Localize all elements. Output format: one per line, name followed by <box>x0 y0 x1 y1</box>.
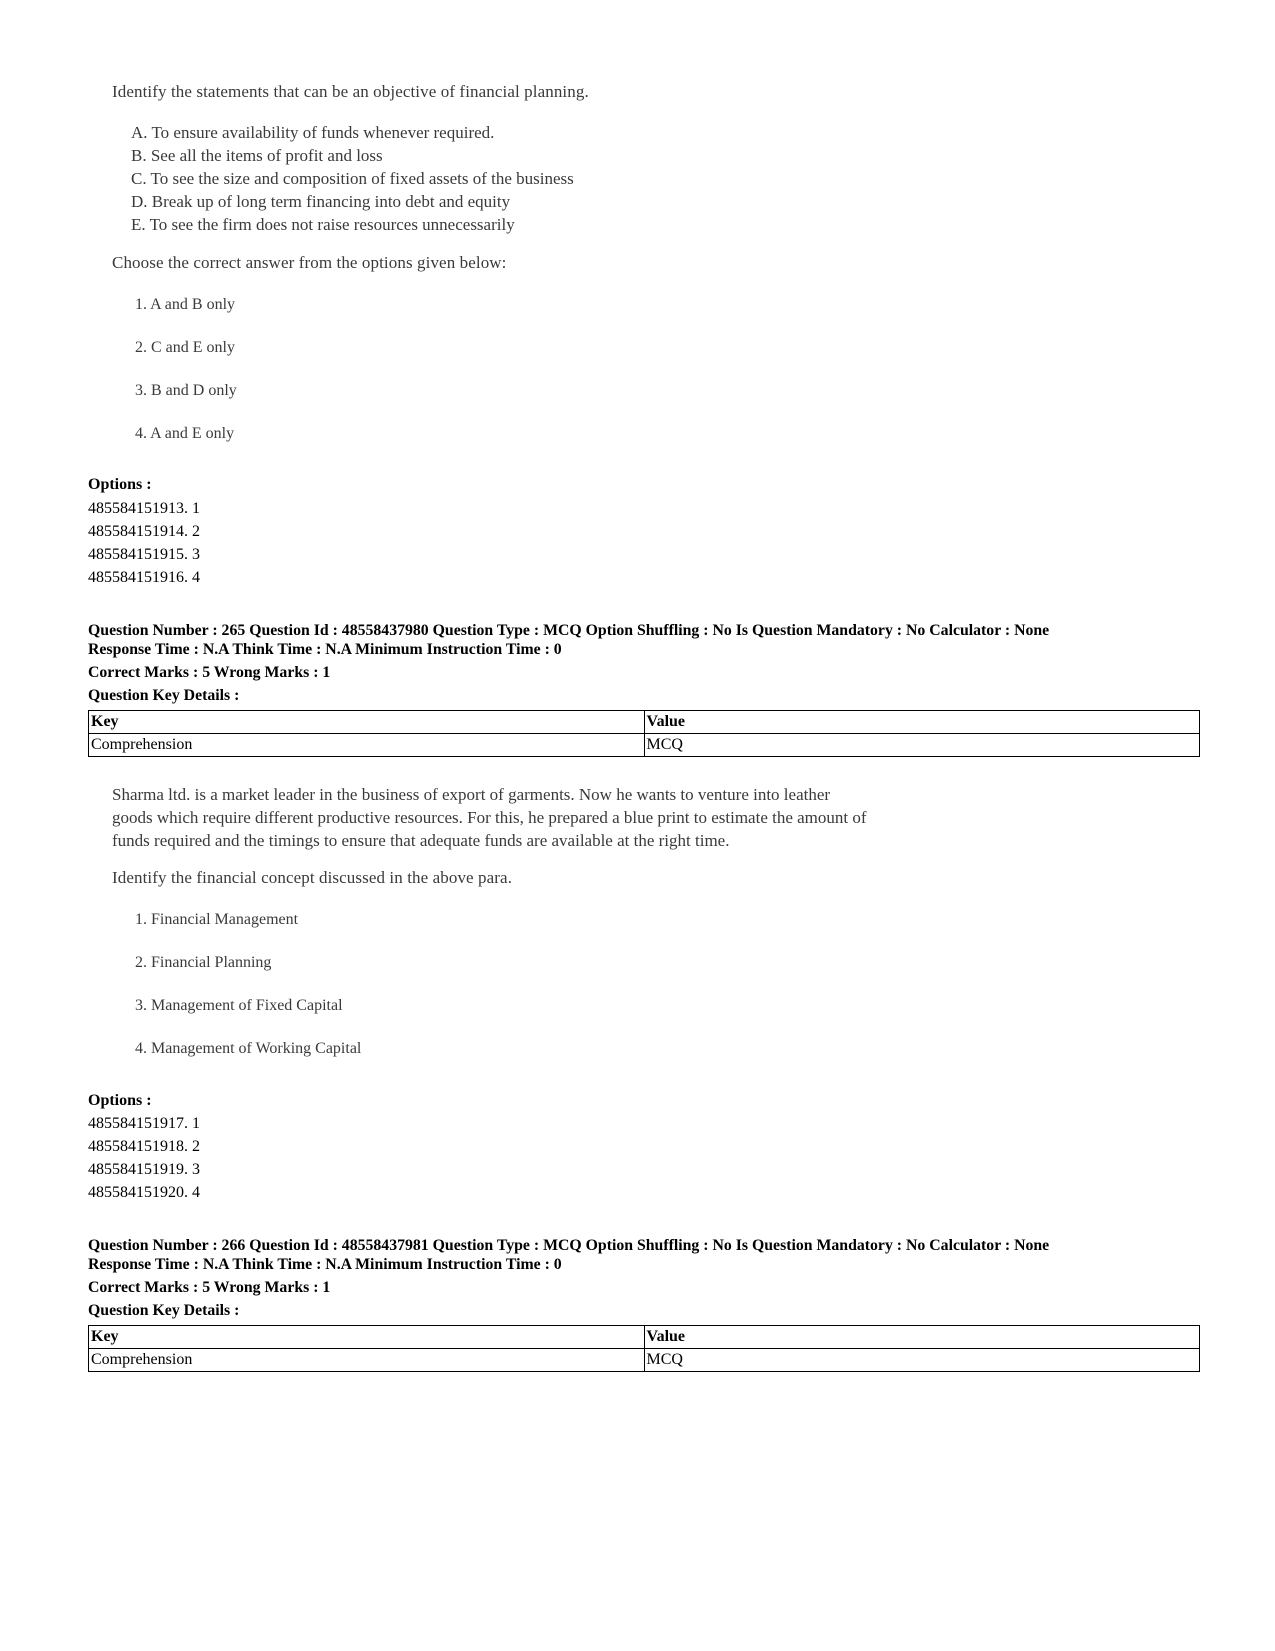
statement-c: C. To see the size and composition of fixed assets of the business <box>131 169 574 188</box>
table-cell-key: Comprehension <box>89 734 645 757</box>
question-marks: Correct Marks : 5 Wrong Marks : 1 <box>88 1279 331 1296</box>
table-header-value: Value <box>644 1326 1200 1349</box>
table-row <box>89 734 1200 757</box>
passage-line: goods which require different productive resources. For this, he prepared a blue print to estimate the amount of <box>112 808 867 827</box>
choice-2: 2. Financial Planning <box>135 954 272 971</box>
table-header-value: Value <box>644 711 1200 734</box>
question-stem: Identify the financial concept discussed in the above para. <box>112 868 513 887</box>
statement-d: D. Break up of long term financing into debt and equity <box>131 192 511 211</box>
choice-4: 4. Management of Working Capital <box>135 1040 362 1057</box>
question-timing: Response Time : N.A Think Time : N.A Minimum Instruction Time : 0 <box>88 641 562 658</box>
question-meta: Question Number : 265 Question Id : 48558437980 Question Type : MCQ Option Shuffling : No Is Question Mandatory : No Calculator : None <box>88 622 1050 639</box>
option-id: 485584151915. 3 <box>88 546 200 563</box>
option-id: 485584151913. 1 <box>88 500 200 517</box>
table-header-key: Key <box>89 1326 645 1349</box>
option-id: 485584151916. 4 <box>88 569 200 586</box>
question-meta: Question Number : 266 Question Id : 48558437981 Question Type : MCQ Option Shuffling : No Is Question Mandatory : No Calculator : None <box>88 1237 1050 1254</box>
options-label: Options : <box>88 476 152 493</box>
option-id: 485584151919. 3 <box>88 1161 200 1178</box>
option-id: 485584151917. 1 <box>88 1115 200 1132</box>
passage-line: Sharma ltd. is a market leader in the business of export of garments. Now he wants to venture into leather <box>112 785 831 804</box>
table-row <box>89 1349 1200 1372</box>
question-stem: Identify the statements that can be an objective of financial planning. <box>112 82 589 101</box>
key-details-label: Question Key Details : <box>88 687 240 704</box>
passage-line: funds required and the timings to ensure that adequate funds are available at the right time. <box>112 831 730 850</box>
table-cell-value: MCQ <box>644 734 1200 757</box>
choice-1: 1. A and B only <box>135 296 236 313</box>
question-image-264 <box>112 82 589 102</box>
question-marks: Correct Marks : 5 Wrong Marks : 1 <box>88 664 331 681</box>
option-id: 485584151914. 2 <box>88 523 200 540</box>
key-details-label: Question Key Details : <box>88 1302 240 1319</box>
choice-3: 3. Management of Fixed Capital <box>135 997 343 1014</box>
choice-4: 4. A and E only <box>135 425 235 442</box>
key-value-table <box>88 1325 1200 1372</box>
option-id: 485584151920. 4 <box>88 1184 200 1201</box>
choice-1: 1. Financial Management <box>135 911 299 928</box>
options-label: Options : <box>88 1092 152 1109</box>
table-cell-key: Comprehension <box>89 1349 645 1372</box>
choice-3: 3. B and D only <box>135 382 237 399</box>
statement-b: B. See all the items of profit and loss <box>131 146 383 165</box>
table-header-row <box>89 1326 1200 1349</box>
statement-e: E. To see the firm does not raise resources unnecessarily <box>131 215 515 234</box>
table-header-key: Key <box>89 711 645 734</box>
statement-a: A. To ensure availability of funds whenever required. <box>131 123 495 142</box>
question-timing: Response Time : N.A Think Time : N.A Minimum Instruction Time : 0 <box>88 1256 562 1273</box>
table-header-row <box>89 711 1200 734</box>
table-cell-value: MCQ <box>644 1349 1200 1372</box>
statement-list <box>131 121 574 236</box>
key-value-table <box>88 710 1200 757</box>
choice-2: 2. C and E only <box>135 339 235 356</box>
option-id: 485584151918. 2 <box>88 1138 200 1155</box>
question-passage <box>112 783 867 852</box>
choose-instruction: Choose the correct answer from the options given below: <box>112 253 507 272</box>
